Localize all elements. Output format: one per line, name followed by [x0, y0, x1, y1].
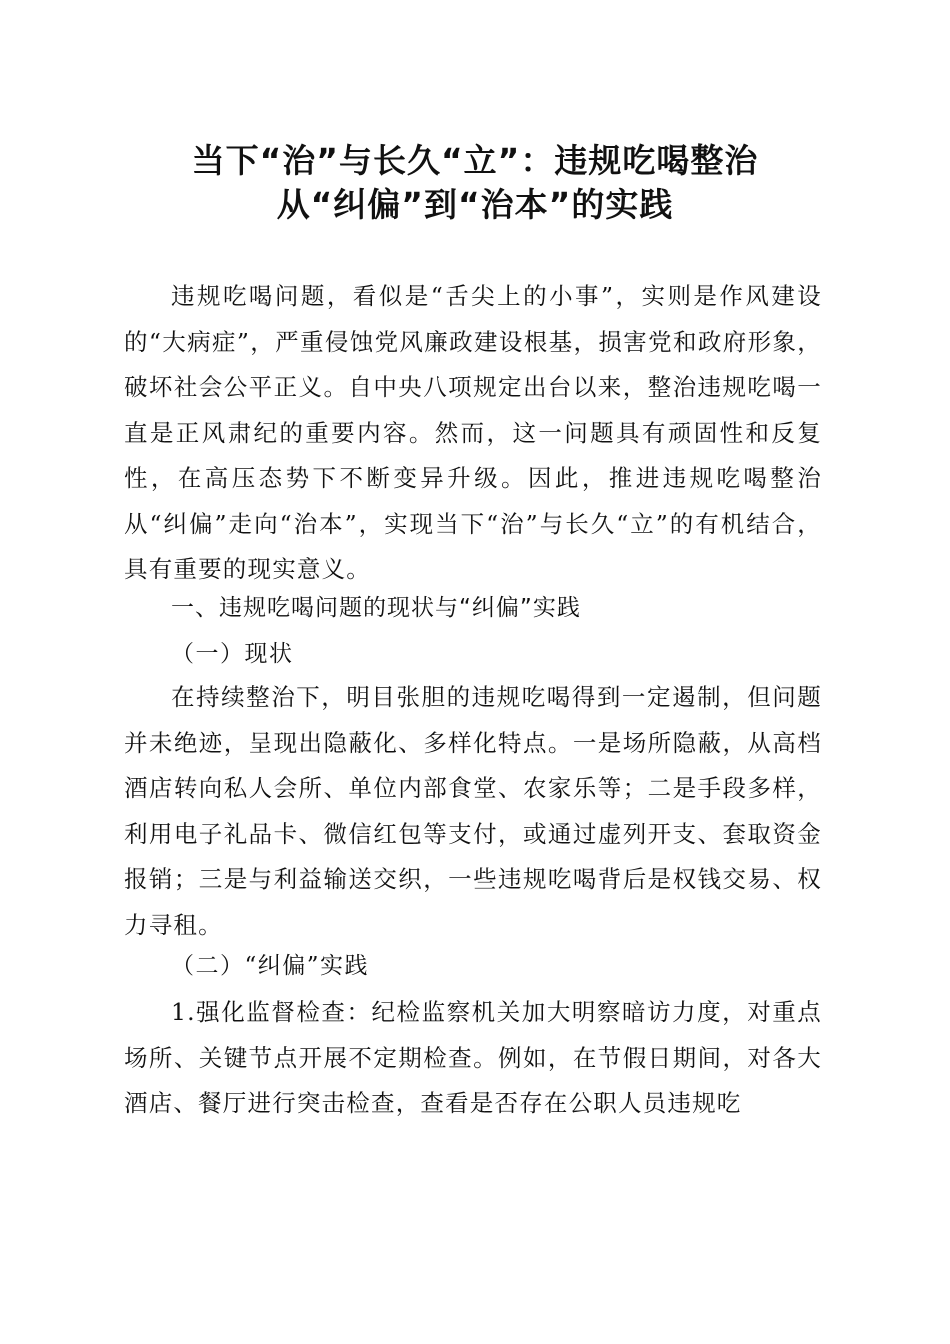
subsection-1-heading: （一）现状 [171, 641, 294, 667]
document-title-line-1: 当下“治”与长久“立”：违规吃喝整治 [191, 141, 759, 180]
subsection-2-heading: （二）“纠偏”实践 [171, 953, 370, 979]
section-1-heading: 一、违规吃喝问题的现状与“纠偏”实践 [171, 595, 581, 621]
document-title-line-2: 从“纠偏”到“治本”的实践 [276, 185, 674, 224]
intro-paragraph: 违规吃喝问题，看似是“舌尖上的小事”，实则是作风建设的“大病症”，严重侵蚀党风廉政建设根基，损害党和政府形象，破坏社会公平正义。自中央八项规定出台以来，整治违规吃喝一直是正风肃纪的重要内容。然而，这一问题具有顽固性和反复性，在高压态势下不断变异升级。因此，推进违规吃喝整治从“纠偏”走向“治本”，实现当下“治”与长久“立”的有机结合，具有重要的现实意义。 [124, 282, 822, 583]
subsection-1-paragraph: 在持续整治下，明目张胆的违规吃喝得到一定遏制，但问题并未绝迹，呈现出隐蔽化、多样化特点。一是场所隐蔽，从高档酒店转向私人会所、单位内部食堂、农家乐等；二是手段多样，利用电子礼品卡、微信红包等支付，或通过虚列开支、套取资金报销；三是与利益输送交织，一些违规吃喝背后是权钱交易、权力寻租。 [124, 683, 822, 939]
subsection-2-paragraph: 1.强化监督检查：纪检监察机关加大明察暗访力度，对重点场所、关键节点开展不定期检查。例如，在节假日期间，对各大酒店、餐厅进行突击检查，查看是否存在公职人员违规吃 [124, 998, 822, 1117]
